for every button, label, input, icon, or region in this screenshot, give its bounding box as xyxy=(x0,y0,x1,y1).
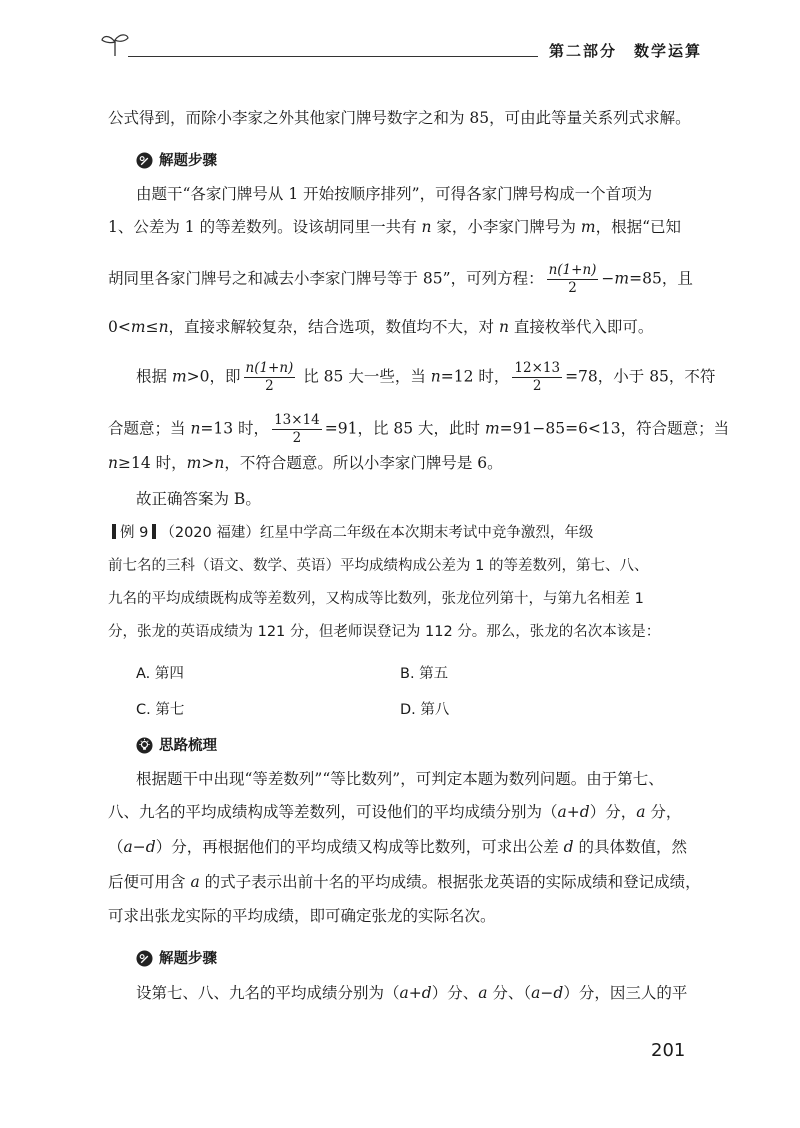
paragraph-line: 0<m≤n，直接求解较复杂，结合选项，数值均不大，对 n 直接枚举代入即可。 xyxy=(108,318,654,336)
paragraph-line: 合题意；当 n=13 时， $\frac{13\times 14}{2}$ =91，比 85 大，此时 m=91−85=6<13，符合题意；当 xyxy=(108,412,730,446)
answer-line: 故正确答案为 B。 xyxy=(136,490,261,508)
paragraph-line: 八、九名的平均成绩构成等差数列，可设他们的平均成绩分别为（a+d）分，a 分， xyxy=(108,803,682,821)
fraction: $\frac{13\times 14}{2}$ xyxy=(274,412,320,446)
fraction: $\frac{n(1+n)}{2}$ xyxy=(548,262,597,296)
section-heading-text: 思路梳理 xyxy=(159,738,217,754)
fraction: $\frac{12\times 13}{2}$ xyxy=(514,360,561,394)
paragraph-line: 根据 m>0，即 $\frac{n(1+n)}{2}$ 比 85 大一些，当 n=12 时， $\frac{12\times 13}{2}$ =78，小于 85，不符 xyxy=(136,360,716,394)
example-line: 九名的平均成绩既构成等差数列，又构成等比数列，张龙位列第十，与第九名相差 1 xyxy=(108,591,644,607)
pen-icon xyxy=(136,950,153,967)
header-rule xyxy=(128,56,538,57)
example-line: 前七名的三科（语文、数学、英语）平均成绩构成公差为 1 的等差数列，第七、八、 xyxy=(108,558,649,574)
option-c: C. 第七 xyxy=(136,702,185,718)
paragraph-line: 设第七、八、九名的平均成绩分别为（a+d）分、a 分、（a−d）分，因三人的平 xyxy=(136,984,688,1002)
paragraph-line: 可求出张龙实际的平均成绩，即可确定张龙的实际名次。 xyxy=(108,907,496,925)
paragraph-line: 根据题干中出现“等差数列”“等比数列”，可判定本题为数列问题。由于第七、 xyxy=(136,770,664,788)
section-title: 第二部分 数学运算 xyxy=(549,42,703,60)
example-marker-left xyxy=(112,524,116,539)
paragraph-line: 1、公差为 1 的等差数列。设该胡同里一共有 n 家，小李家门牌号为 m，根据“已知 xyxy=(108,218,681,236)
option-b: B. 第五 xyxy=(400,666,449,682)
sprout-icon xyxy=(100,30,130,58)
section-heading-think xyxy=(136,735,217,757)
pen-icon xyxy=(136,152,153,169)
paragraph-line: 公式得到，而除小李家之外其他家门牌号数字之和为 85，可由此等量关系列式求解。 xyxy=(108,109,691,127)
section-heading-text: 解题步骤 xyxy=(159,951,217,967)
page-number: 201 xyxy=(651,1040,686,1061)
example-line: 例 9 （2020 福建）红星中学高二年级在本次期末考试中竞争激烈，年级 xyxy=(108,522,593,544)
paragraph-line: 胡同里各家门牌号之和减去小李家门牌号等于 85”，可列方程： $\frac{n(1+n)}{2}$ −m=85，且 xyxy=(108,262,693,296)
paragraph-line: n≥14 时，m>n，不符合题意。所以小李家门牌号是 6。 xyxy=(108,454,503,472)
paragraph-line: （a−d）分，再根据他们的平均成绩又构成等比数列，可求出公差 d 的具体数值，然 xyxy=(108,838,688,856)
paragraph-line: 后便可用含 a 的式子表示出前十名的平均成绩。根据张龙英语的实际成绩和登记成绩， xyxy=(108,873,701,891)
example-line: 分，张龙的英语成绩为 121 分，但老师误登记为 112 分。那么，张龙的名次本该是： xyxy=(108,624,661,640)
option-d: D. 第八 xyxy=(400,702,450,718)
option-a: A. 第四 xyxy=(136,666,184,682)
section-heading-solve xyxy=(136,150,217,172)
section-heading-solve xyxy=(136,948,217,970)
paragraph-line: 由题干“各家门牌号从 1 开始按顺序排列”，可得各家门牌号构成一个首项为 xyxy=(136,185,653,203)
example-marker-right xyxy=(152,524,156,539)
section-heading-text: 解题步骤 xyxy=(159,153,217,169)
fraction: $\frac{n(1+n)}{2}$ xyxy=(245,360,294,394)
example-label: 例 9 xyxy=(120,525,149,541)
lightbulb-icon xyxy=(136,737,153,754)
